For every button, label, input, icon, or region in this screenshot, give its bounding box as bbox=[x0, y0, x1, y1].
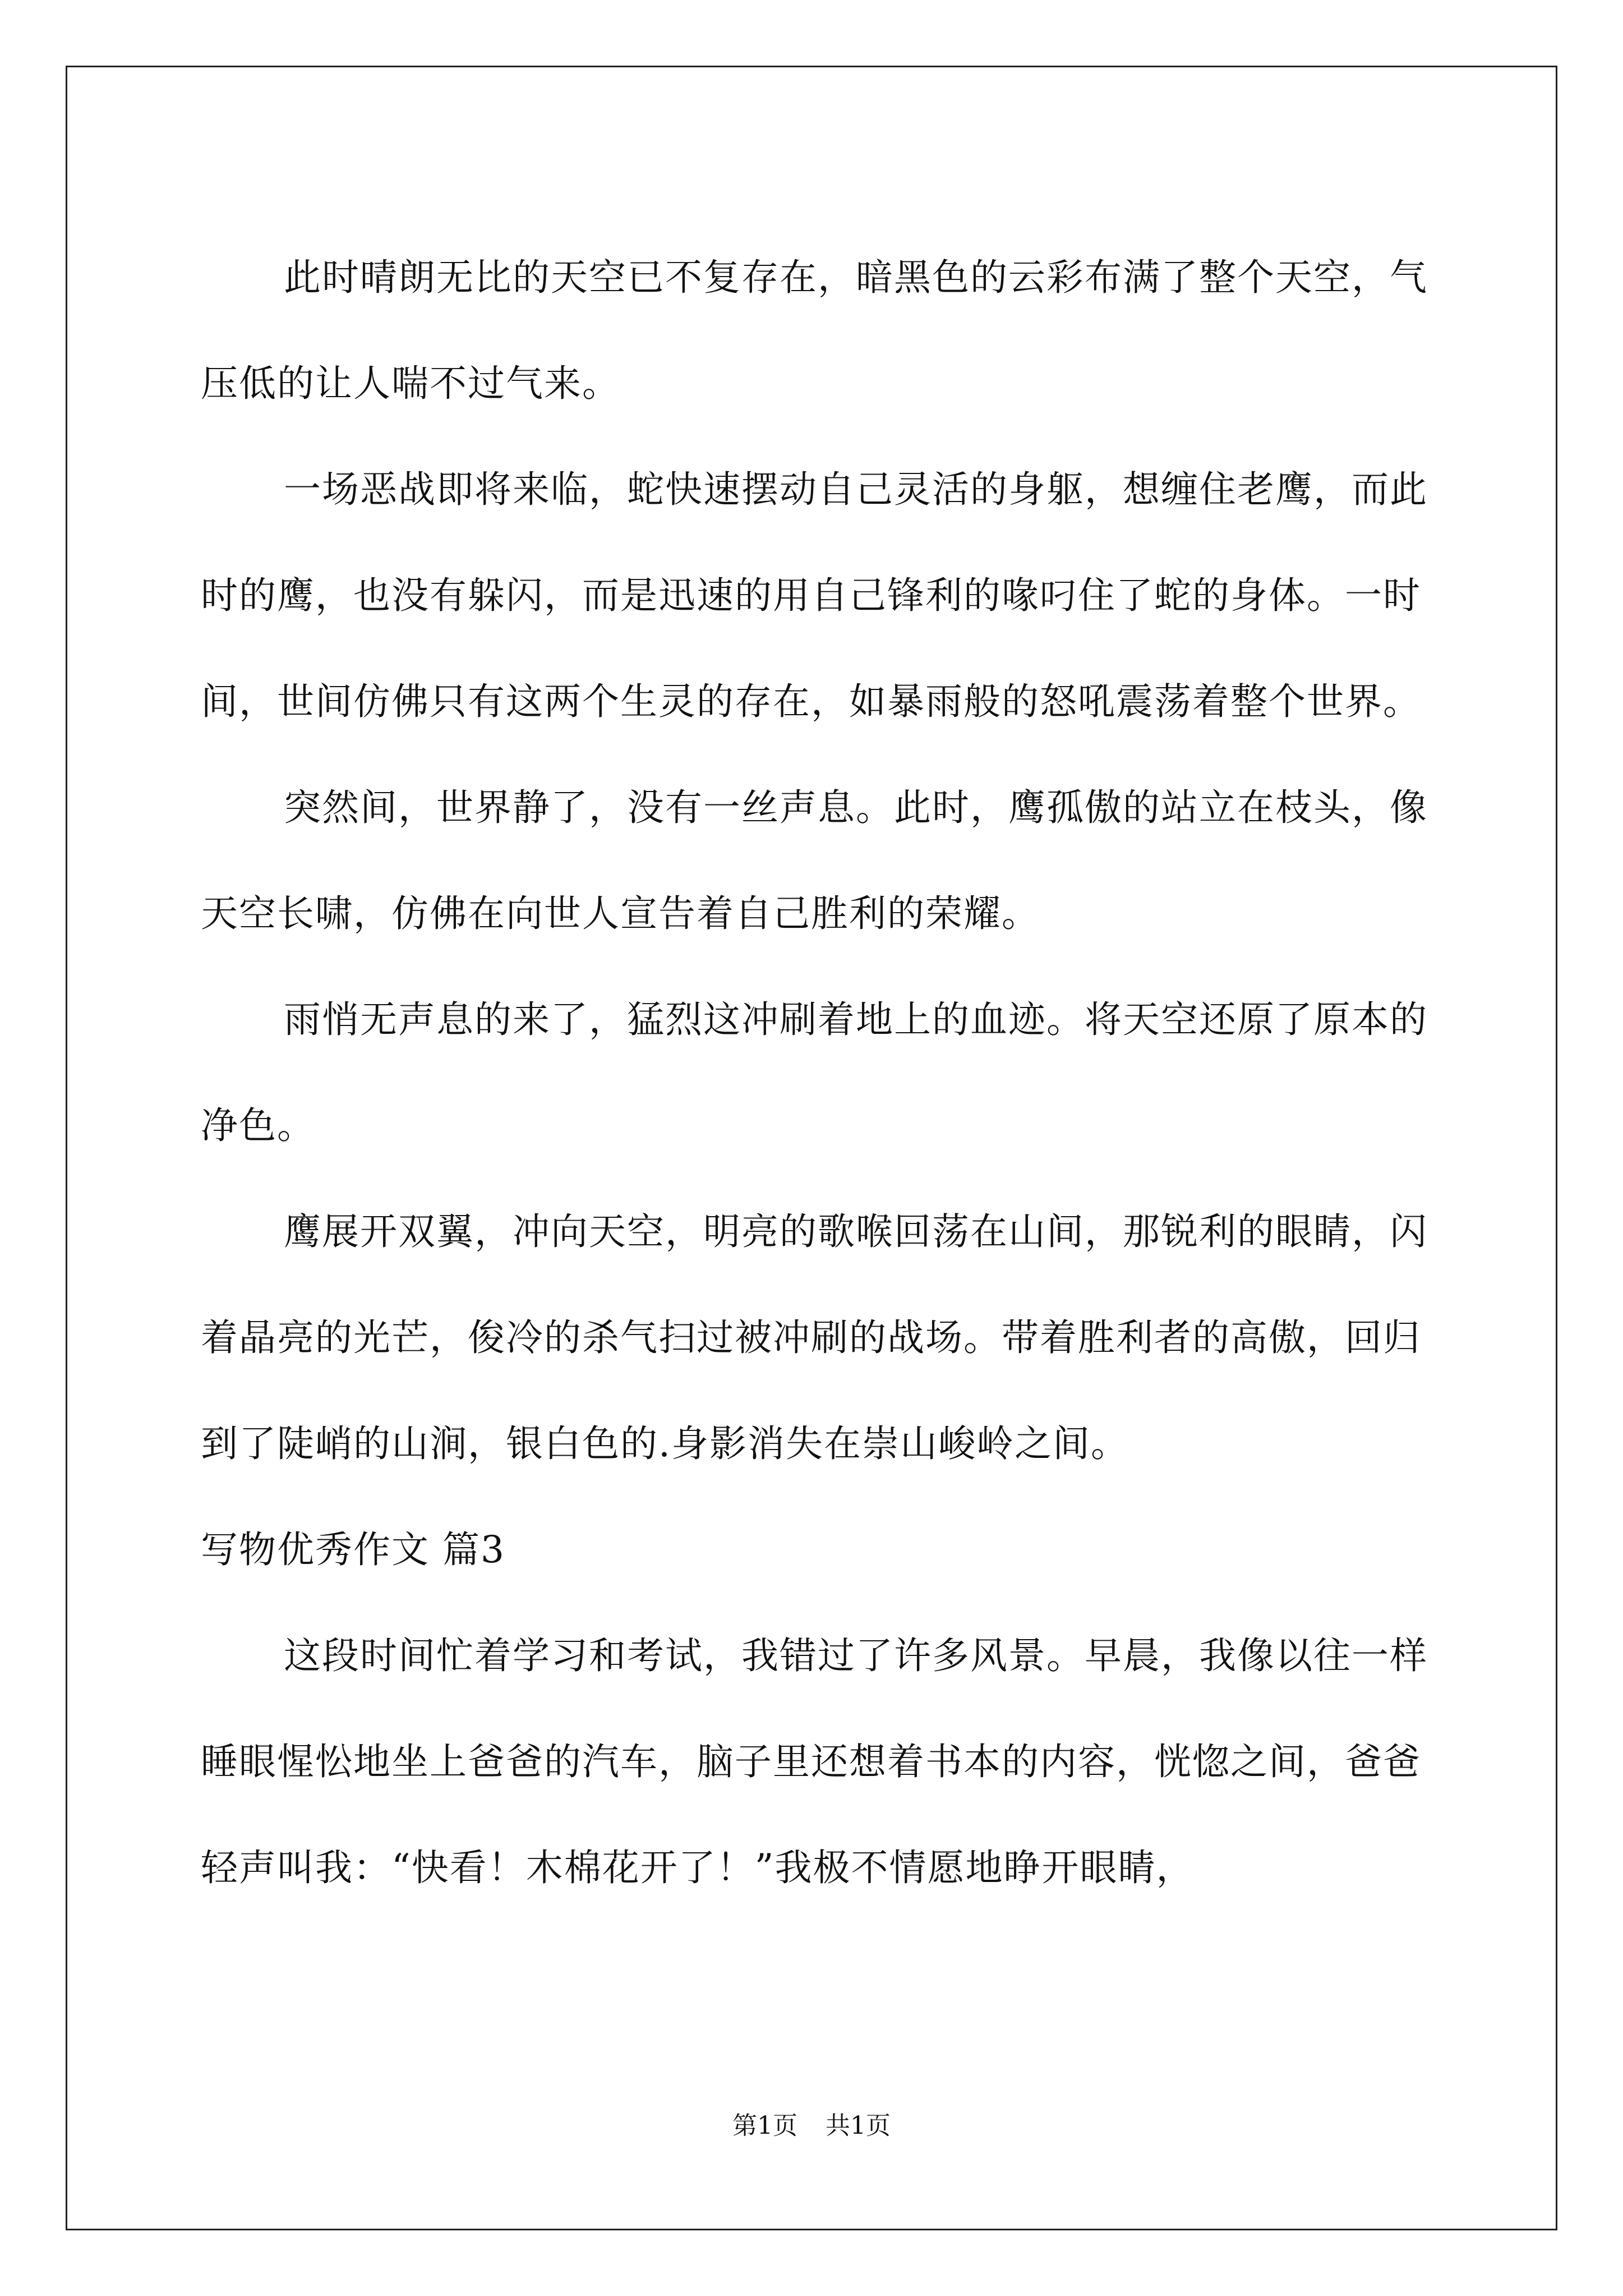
paragraph: 一场恶战即将来临，蛇快速摆动自己灵活的身躯，想缠住老鹰，而此时的鹰，也没有躲闪，而是迅速的用自己锋利的喙叼住了蛇的身体。一时间，世间仿佛只有这两个生灵的存在，如暴雨般的怒吼震荡着整个世界。 bbox=[201, 468, 1428, 723]
paragraph: 此时晴朗无比的天空已不复存在，暗黑色的云彩布满了整个天空，气压低的让人喘不过气来。 bbox=[201, 256, 1428, 405]
paragraph: 这段时间忙着学习和考试，我错过了许多风景。早晨，我像以往一样睡眼惺忪地坐上爸爸的汽车，脑子里还想着书本的内容，恍惚之间，爸爸轻声叫我：“快看！木棉花开了！”我极不情愿地睁开眼睛， bbox=[201, 1634, 1428, 1889]
document-body bbox=[201, 224, 1435, 1921]
page-footer bbox=[0, 2109, 1623, 2143]
page-number: 第1页 bbox=[732, 2111, 797, 2140]
page-total: 共1页 bbox=[826, 2111, 891, 2140]
paragraph: 突然间，世界静了，没有一丝声息。此时，鹰孤傲的站立在枝头，像天空长啸，仿佛在向世人宣告着自己胜利的荣耀。 bbox=[201, 786, 1428, 935]
paragraph: 雨悄无声息的来了，猛烈这冲刷着地上的血迹。将天空还原了原本的净色。 bbox=[201, 998, 1428, 1147]
section-heading: 写物优秀作文 篇3 bbox=[201, 1528, 505, 1571]
paragraph: 鹰展开双翼，冲向天空，明亮的歌喉回荡在山间，那锐利的眼睛，闪着晶亮的光芒，俊冷的杀气扫过被冲刷的战场。带着胜利者的高傲，回归到了陡峭的山涧，银白色的.身影消失在崇山峻岭之间。 bbox=[201, 1210, 1428, 1465]
